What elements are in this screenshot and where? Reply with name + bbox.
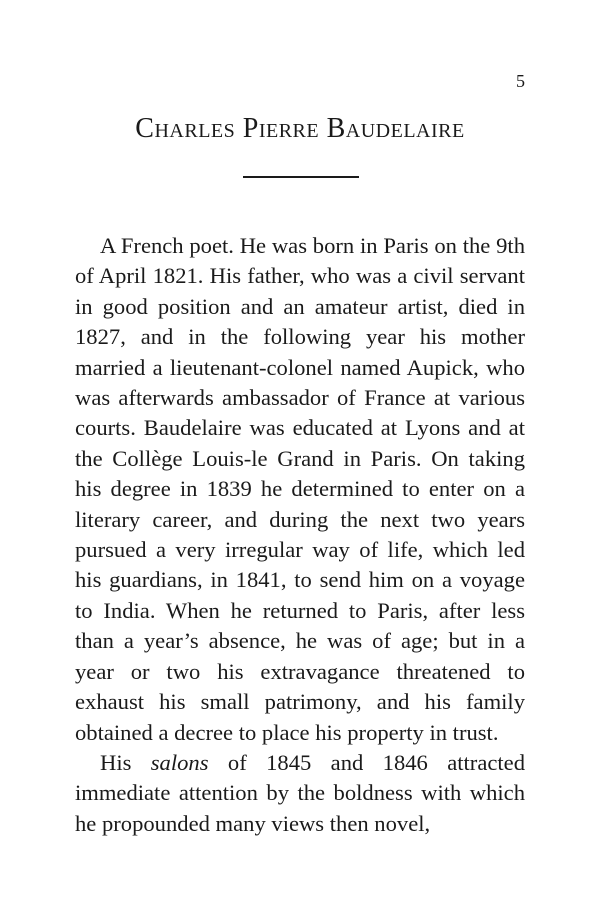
paragraph-text: of 1845 and 1846 attracted immediate attention by the boldness with which he propounded many views then novel,: [75, 749, 525, 836]
italic-word: salons: [150, 749, 209, 775]
paragraph: [75, 748, 525, 839]
page-number: 5: [516, 71, 525, 91]
title-divider: [243, 176, 359, 178]
paragraph: A French poet. He was born in Paris on the 9th of April 1821. His father, who was a civil servant in good position and an amateur artist, died in 1827, and in the following year his mother married a lieutenant-colonel named Aupick, who was afterwards ambassador of France at various courts. Baudelaire was educated at Lyons and at the Collège Louis-le Grand in Paris. On taking his degree in 1839 he determined to enter on a literary career, and during the next two years pursued a very irregular way of life, which led his guardians, in 1841, to send him on a voyage to India. When he returned to Paris, after less than a year’s absence, he was of age; but in a year or two his extravagance threatened to exhaust his small patrimony, and his family obtained a decree to place his property in trust.: [75, 233, 525, 745]
paragraph-text: His: [100, 749, 151, 775]
chapter-title: Charles Pierre Baudelaire: [135, 113, 465, 144]
body-text: [75, 231, 525, 839]
